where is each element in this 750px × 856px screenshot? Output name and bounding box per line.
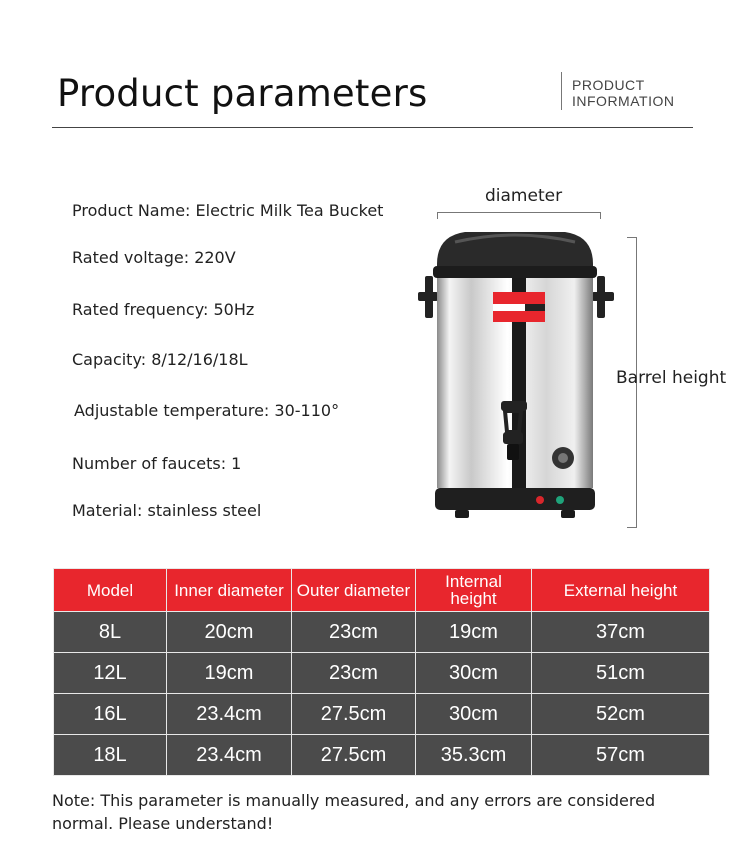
- cell-inner-diameter: 20cm: [167, 612, 292, 653]
- table-header-row: [54, 569, 710, 612]
- cell-outer-diameter: 23cm: [292, 612, 416, 653]
- cell-internal-height: 19cm: [416, 612, 532, 653]
- cell-inner-diameter: 23.4cm: [167, 694, 292, 735]
- cell-internal-height: 30cm: [416, 653, 532, 694]
- cell-outer-diameter: 27.5cm: [292, 694, 416, 735]
- cell-model: 18L: [54, 735, 167, 776]
- cell-model: 8L: [54, 612, 167, 653]
- spec-material: Material: stainless steel: [72, 501, 262, 520]
- parameters-table: [53, 568, 710, 776]
- handle-left-icon: [418, 276, 438, 318]
- cell-model: 12L: [54, 653, 167, 694]
- milk-tea-bucket-image: [415, 218, 625, 528]
- header-internal-height: Internal height: [416, 569, 532, 612]
- header-outer-diameter: Outer diameter: [292, 569, 416, 612]
- cell-inner-diameter: 23.4cm: [167, 735, 292, 776]
- subtitle-line-2: INFORMATION: [572, 93, 675, 109]
- header-divider: [52, 127, 693, 128]
- table-row: [54, 735, 710, 776]
- cell-internal-height: 35.3cm: [416, 735, 532, 776]
- header-external-height: External height: [532, 569, 710, 612]
- section-subtitle: [572, 77, 674, 109]
- page-title: Product parameters: [57, 72, 428, 115]
- spec-product-name: Product Name: Electric Milk Tea Bucket: [72, 201, 384, 220]
- cell-model: 16L: [54, 694, 167, 735]
- diameter-bracket: [437, 212, 601, 213]
- title-divider: [561, 72, 562, 110]
- table-row: [54, 694, 710, 735]
- cell-external-height: 51cm: [532, 653, 710, 694]
- table-row: [54, 653, 710, 694]
- cell-internal-height: 30cm: [416, 694, 532, 735]
- cell-external-height: 37cm: [532, 612, 710, 653]
- spec-rated-voltage: Rated voltage: 220V: [72, 248, 236, 267]
- handle-right-icon: [592, 276, 614, 318]
- cell-outer-diameter: 27.5cm: [292, 735, 416, 776]
- spec-number-of-faucets: Number of faucets: 1: [72, 454, 242, 473]
- spec-capacity: Capacity: 8/12/16/18L: [72, 350, 248, 369]
- subtitle-line-1: PRODUCT: [572, 77, 645, 93]
- measurement-note: Note: This parameter is manually measured, and any errors are considered normal. Please understand!: [52, 791, 656, 833]
- barrel-height-label: Barrel height: [616, 368, 727, 388]
- cell-outer-diameter: 23cm: [292, 653, 416, 694]
- spec-rated-frequency: Rated frequency: 50Hz: [72, 300, 255, 319]
- table-row: [54, 612, 710, 653]
- cell-inner-diameter: 19cm: [167, 653, 292, 694]
- cell-external-height: 52cm: [532, 694, 710, 735]
- header-inner-diameter: Inner diameter: [167, 569, 292, 612]
- spec-adjustable-temperature: Adjustable temperature: 30-110°: [74, 401, 340, 420]
- header-model: Model: [54, 569, 167, 612]
- diameter-label: diameter: [485, 186, 563, 206]
- cell-external-height: 57cm: [532, 735, 710, 776]
